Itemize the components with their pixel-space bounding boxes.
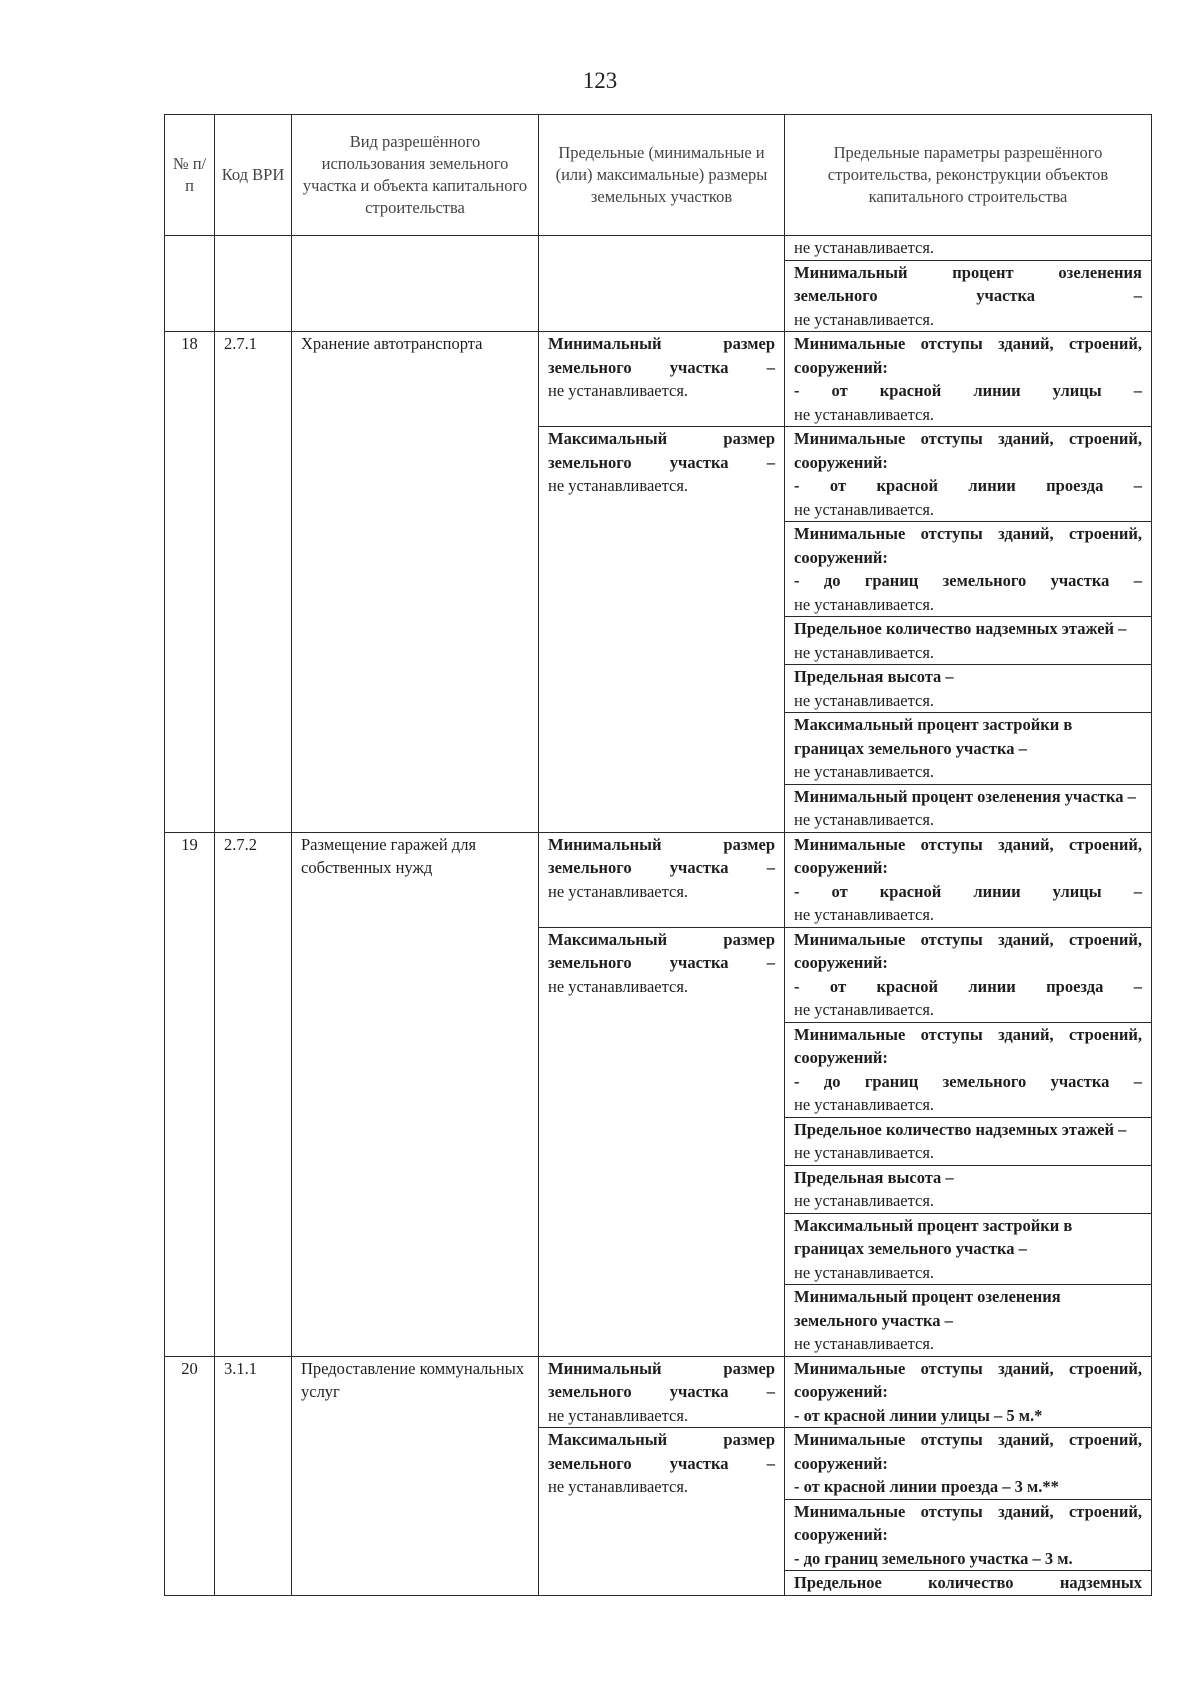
param-label: Минимальный процент озеленения земельного участка –: [794, 1287, 1061, 1330]
param-line: - от красной линии улицы – 5 м.*: [794, 1405, 1043, 1425]
header-params: Предельные параметры разрешённого строительства, реконструкции объектов капитального строительства: [785, 115, 1152, 236]
param-cell: [785, 1428, 1152, 1500]
size-label: Минимальный размер земельного участка –: [548, 834, 775, 877]
param-value: не устанавливается.: [794, 690, 935, 710]
header-code: Код ВРИ: [215, 115, 292, 236]
size-cell: [539, 832, 785, 927]
param-value: не устанавливается.: [794, 642, 935, 662]
carry-row: [165, 236, 1152, 261]
param-label: Максимальный процент застройки в границах земельного участка –: [794, 715, 1073, 758]
param-cell: [785, 260, 1152, 332]
page-number: 123: [582, 68, 618, 93]
size-value: не устанавливается.: [548, 881, 689, 901]
size-value: не устанавливается.: [548, 1405, 689, 1425]
table-row: [165, 1356, 1152, 1428]
param-value: не устанавливается.: [794, 499, 935, 519]
param-label: Минимальный процент озеленения участка –: [794, 786, 1136, 806]
param-value: не устанавливается.: [794, 1095, 935, 1114]
param-label: Минимальные отступы зданий, строений, сооружений:: [794, 524, 1142, 567]
row-kind: Размещение гаражей для собственных нужд: [292, 832, 539, 1356]
param-line: - от красной линии улицы –: [794, 881, 1142, 901]
param-value: не устанавливается.: [794, 1000, 935, 1019]
param-value: не устанавливается.: [794, 404, 935, 424]
size-value: не устанавливается.: [548, 381, 689, 400]
param-line: - от красной линии проезда – 3 м.**: [794, 1477, 1059, 1496]
size-cell: [539, 927, 785, 1356]
size-value: не устанавливается.: [548, 976, 689, 996]
param-label: Минимальные отступы зданий, строений, сооружений:: [794, 1024, 1142, 1067]
param-cell: [785, 522, 1152, 617]
header-num: № п/п: [165, 115, 215, 236]
row-kind: Хранение автотранспорта: [292, 332, 539, 833]
table-row: [165, 332, 1152, 427]
param-label: Предельное количество надземных этажей –: [794, 619, 1127, 638]
param-value: не устанавливается.: [794, 594, 935, 614]
param-line: - до границ земельного участка – 3 м.: [794, 1548, 1073, 1568]
param-label: Минимальные отступы зданий, строений, сооружений:: [794, 834, 1142, 877]
param-cell: [785, 1285, 1152, 1357]
param-value: не устанавливается.: [794, 1334, 935, 1353]
param-label: Минимальный процент озеленения земельного участка –: [794, 262, 1142, 305]
param-cell: [785, 1213, 1152, 1285]
param-value: не устанавливается.: [794, 238, 935, 257]
row-kind: Предоставление коммунальных услуг: [292, 1356, 539, 1595]
size-value: не устанавливается.: [548, 1477, 689, 1496]
param-cell: [785, 1499, 1152, 1571]
header-size: Предельные (минимальные и (или) максимальные) размеры земельных участков: [539, 115, 785, 236]
row-code: 2.7.2: [215, 832, 292, 1356]
param-cell: [785, 1571, 1152, 1596]
param-line: - от красной линии проезда –: [794, 476, 1142, 495]
param-cell: [785, 1022, 1152, 1117]
param-cell: [785, 1117, 1152, 1165]
param-cell: [785, 236, 1152, 261]
header-row: [165, 115, 1152, 236]
param-cell: [785, 332, 1152, 427]
param-value: не устанавливается.: [794, 309, 935, 329]
size-label: Минимальный размер земельного участка –: [548, 334, 775, 377]
param-label: Минимальные отступы зданий, строений, сооружений:: [794, 1430, 1142, 1473]
regulations-table: [164, 114, 1152, 1596]
size-label: Максимальный размер земельного участка –: [548, 429, 775, 472]
size-value: не устанавливается.: [548, 476, 689, 495]
size-cell: [539, 1356, 785, 1428]
param-label: Предельное количество надземных: [794, 1573, 1142, 1592]
size-label: Максимальный размер земельного участка –: [548, 929, 775, 972]
param-label: Предельное количество надземных этажей –: [794, 1119, 1127, 1139]
param-label: Предельная высота –: [794, 667, 954, 686]
param-value: не устанавливается.: [794, 1262, 935, 1282]
param-cell: [785, 427, 1152, 522]
row-code: 3.1.1: [215, 1356, 292, 1595]
param-value: не устанавливается.: [794, 905, 935, 924]
row-num: 18: [165, 332, 215, 833]
table-row: [165, 832, 1152, 927]
param-label: Минимальные отступы зданий, строений, сооружений:: [794, 1501, 1142, 1544]
param-cell: [785, 713, 1152, 785]
size-cell: [539, 1428, 785, 1596]
row-num: 19: [165, 832, 215, 1356]
size-label: Максимальный размер земельного участка –: [548, 1430, 775, 1473]
size-cell: [539, 427, 785, 833]
param-cell: [785, 1356, 1152, 1428]
param-cell: [785, 832, 1152, 927]
param-label: Максимальный процент застройки в границах земельного участка –: [794, 1215, 1073, 1258]
param-line: - до границ земельного участка –: [794, 571, 1142, 590]
param-label: Минимальные отступы зданий, строений, сооружений:: [794, 429, 1142, 472]
param-value: не устанавливается.: [794, 810, 935, 829]
param-cell: [785, 665, 1152, 713]
param-line: - от красной линии проезда –: [794, 976, 1142, 996]
param-value: не устанавливается.: [794, 1191, 935, 1210]
header-kind: Вид разрешённого использования земельного участка и объекта капитального строительства: [292, 115, 539, 236]
param-value: не устанавливается.: [794, 1143, 935, 1162]
param-value: не устанавливается.: [794, 762, 935, 781]
row-code: 2.7.1: [215, 332, 292, 833]
param-cell: [785, 617, 1152, 665]
param-label: Минимальные отступы зданий, строений, сооружений:: [794, 1358, 1142, 1401]
param-cell: [785, 1165, 1152, 1213]
size-cell: [539, 332, 785, 427]
param-label: Минимальные отступы зданий, строений, сооружений:: [794, 929, 1142, 972]
param-cell: [785, 927, 1152, 1022]
param-line: - от красной линии улицы –: [794, 381, 1142, 400]
size-label: Минимальный размер земельного участка –: [548, 1358, 775, 1401]
param-line: - до границ земельного участка –: [794, 1071, 1142, 1091]
param-label: Предельная высота –: [794, 1167, 954, 1187]
param-cell: [785, 784, 1152, 832]
param-label: Минимальные отступы зданий, строений, сооружений:: [794, 334, 1142, 377]
row-num: 20: [165, 1356, 215, 1595]
